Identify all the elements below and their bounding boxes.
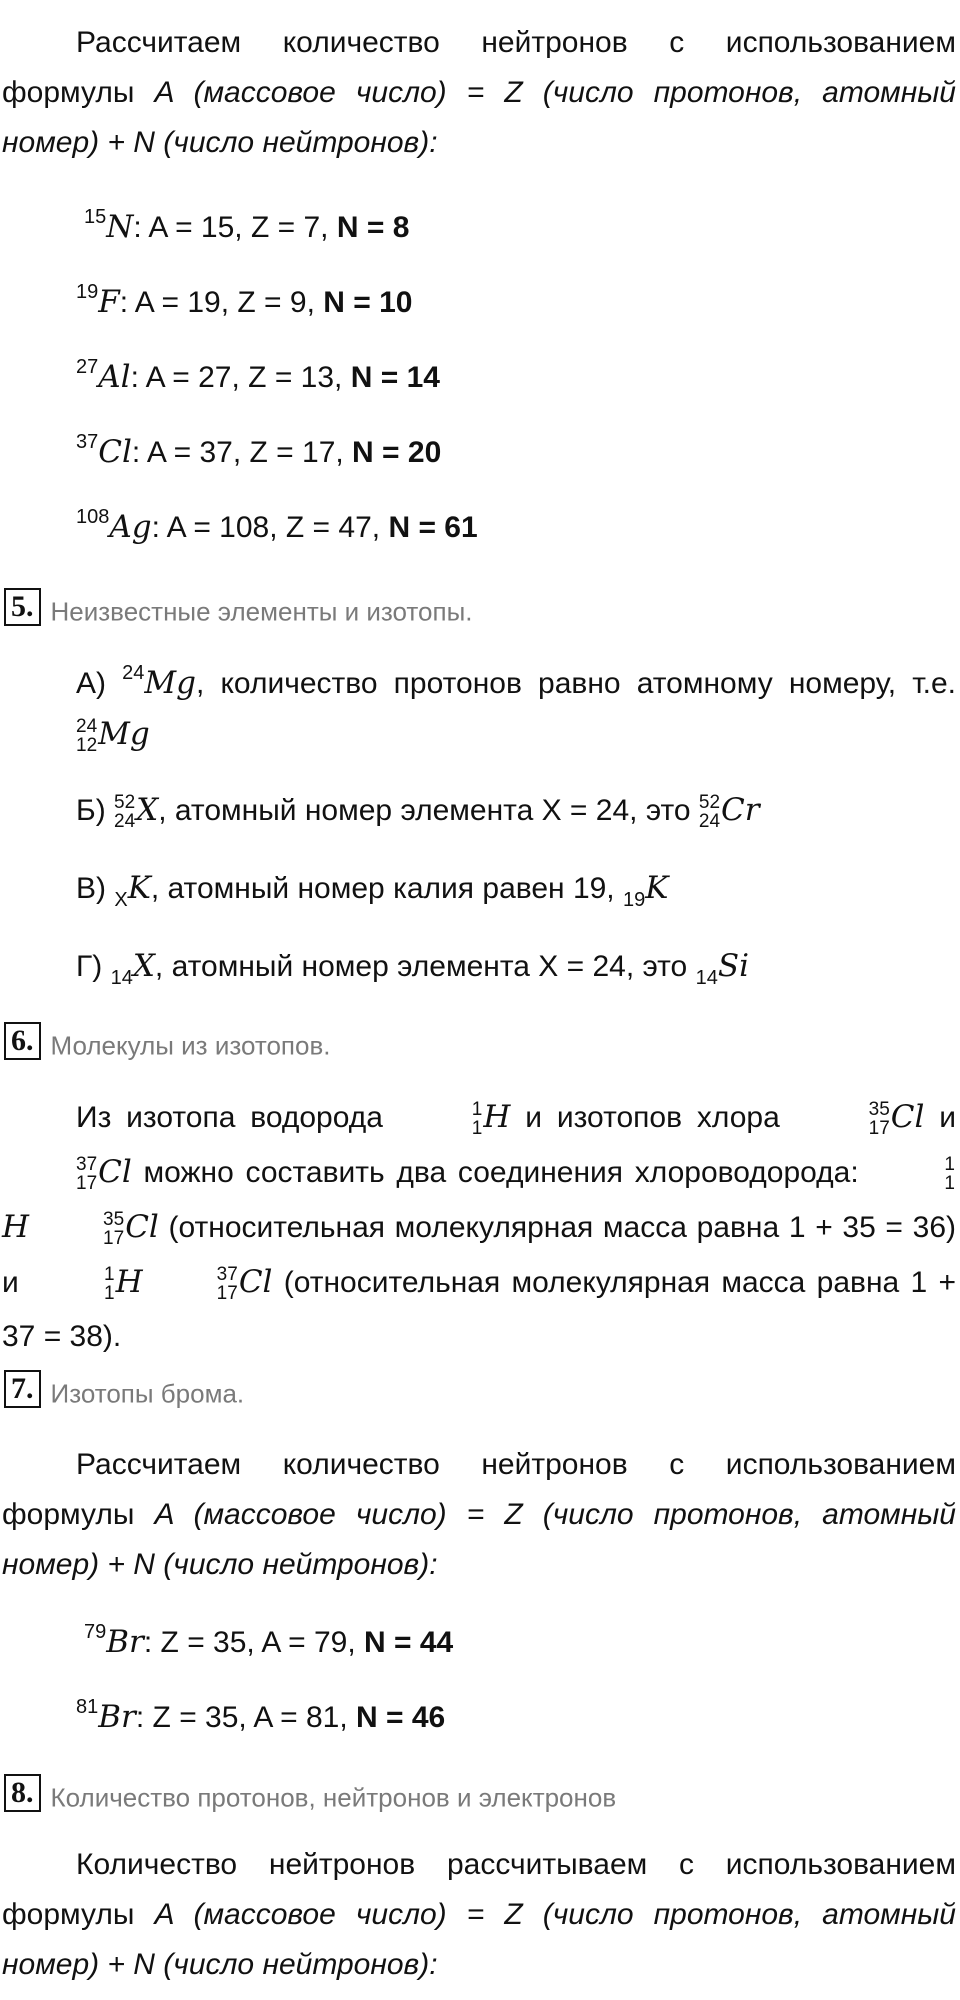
section-5-heading — [4, 588, 473, 627]
section-7-paragraph: Рассчитаем количество нейтронов с использованием формулы A (массовое число) = Z (число протонов, атомный номер) + N (число нейтронов): — [2, 1448, 956, 1581]
isotope-line-br79: $^{79}$Br: Z = 35, A = 79, N = 44 — [84, 1621, 454, 1660]
section-5-item-v: В) $_X$K, атомный номер калия равен 19, $_{19}$K — [76, 870, 669, 911]
section-7-title: Изотопы брома. — [50, 1378, 245, 1409]
section-8-heading — [4, 1774, 616, 1813]
isotope-line-cl37: $^{37}$Cl: A = 37, Z = 17, N = 20 — [76, 431, 442, 470]
section-7-heading — [4, 1370, 244, 1409]
section-5-item-b: Б) 52 24 X, атомный номер элемента Х = 24, это 52 24 Cr — [76, 792, 760, 833]
isotope-line-ag108: $^{108}$Ag: A = 108, Z = 47, N = 61 — [76, 506, 478, 545]
section-8-number: 8. — [4, 1774, 41, 1812]
section-6-title: Молекулы из изотопов. — [50, 1030, 331, 1061]
intro-formula: A (массовое число) = Z (число протонов, атомный номер) + N (число нейтронов): — [2, 76, 956, 159]
isotope-line-al27: $^{27}$Al: A = 27, Z = 13, N = 14 — [76, 356, 440, 395]
section-5-title: Неизвестные элементы и изотопы. — [50, 596, 473, 627]
section-5-item-a: А) $^{24}$Mg, количество протонов равно атомному номеру, т.е. 24 12 Mg — [76, 662, 956, 757]
isotope-line-br81: $^{81}$Br: Z = 35, A = 81, N = 46 — [76, 1696, 446, 1735]
section-8-paragraph: Количество нейтронов рассчитываем с использованием формулы A (массовое число) = Z (число протонов, атомный номер) + N (число нейтронов): — [2, 1848, 956, 1981]
intro-lead: Рассчитаем количество нейтронов с использованием формулы — [2, 26, 956, 109]
section-7-number: 7. — [4, 1370, 41, 1408]
section-6-heading — [4, 1022, 331, 1061]
section-8-title: Количество протонов, нейтронов и электронов — [50, 1782, 617, 1813]
isotope-line-f19: $^{19}$F: A = 19, Z = 9, N = 10 — [76, 281, 413, 320]
section-5-item-g: Г) $_{14}$X, атомный номер элемента Х = 24, это $_{14}$Si — [76, 948, 749, 989]
section-6-number: 6. — [4, 1022, 41, 1060]
section-5-number: 5. — [4, 588, 41, 626]
intro-paragraph — [0, 18, 958, 168]
isotope-line-n15: $^{15}$N: A = 15, Z = 7, N = 8 — [84, 206, 410, 245]
section-6-paragraph: Из изотопа водорода 1 1 H и изотопов хлора 35 17 Cl и 37 17 Cl можно составить два соединения хлороводорода: 1 1 H 35 17 Cl (относительная молекулярная масса равна 1 + 35 = 36) и 1 1 H 37 17 Cl (относительная молекулярная масса равна 1 + 37 = 38). — [2, 1099, 957, 1353]
